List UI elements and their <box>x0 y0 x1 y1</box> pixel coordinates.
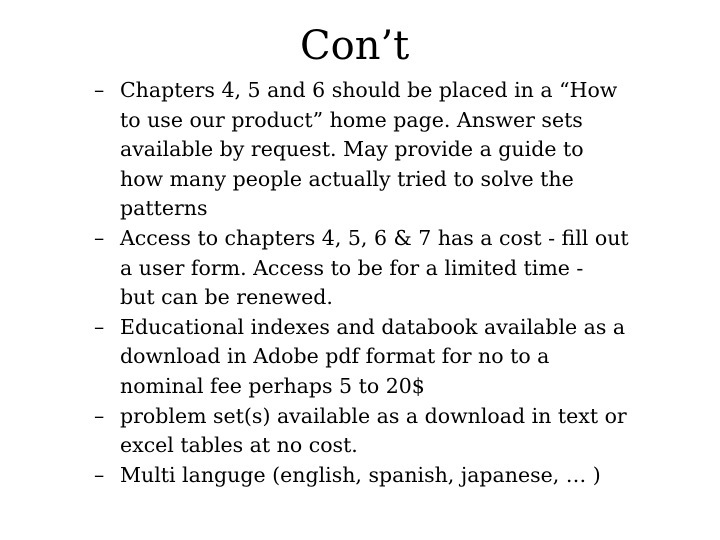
bullet-text-line: but can be renewed. <box>120 285 333 310</box>
bullet-text-line: a user form. Access to be for a limited time - <box>120 255 584 280</box>
bullet-text-line: Access to chapters 4, 5, 6 & 7 has a cost - fill out <box>120 225 629 250</box>
bullet-text-line: how many people actually tried to solve the <box>120 166 574 191</box>
bullet-text-line: download in Adobe pdf format for no to a <box>120 344 550 369</box>
bullet-item <box>0 402 720 461</box>
bullet-text-line: to use our product” home page. Answer sets <box>120 107 583 132</box>
bullet-text-line: Chapters 4, 5 and 6 should be placed in a “How <box>120 78 618 102</box>
bullet-text-line: available by request. May provide a guide to <box>120 137 584 162</box>
slide-title: Con’t <box>300 23 410 69</box>
bullet-text-line: excel tables at no cost. <box>120 433 358 458</box>
bullet-item <box>0 76 720 224</box>
bullet-item <box>0 224 720 313</box>
bullet-dash: – <box>94 225 105 250</box>
bullet-dash: – <box>94 314 105 339</box>
bullet-text-line: Multi languge (english, spanish, japanese, … ) <box>120 462 601 487</box>
bullet-text-line: problem set(s) available as a download in text or <box>120 403 627 428</box>
bullet-list <box>0 76 720 490</box>
bullet-text-line: nominal fee perhaps 5 to 20$ <box>120 373 425 398</box>
bullet-item <box>0 461 720 491</box>
bullet-dash: – <box>94 462 105 487</box>
bullet-dash: – <box>94 403 105 428</box>
bullet-dash: – <box>94 78 105 102</box>
bullet-item <box>0 313 720 402</box>
bullet-text-line: Educational indexes and databook available as a <box>120 314 626 339</box>
bullet-text-line: patterns <box>120 196 208 221</box>
